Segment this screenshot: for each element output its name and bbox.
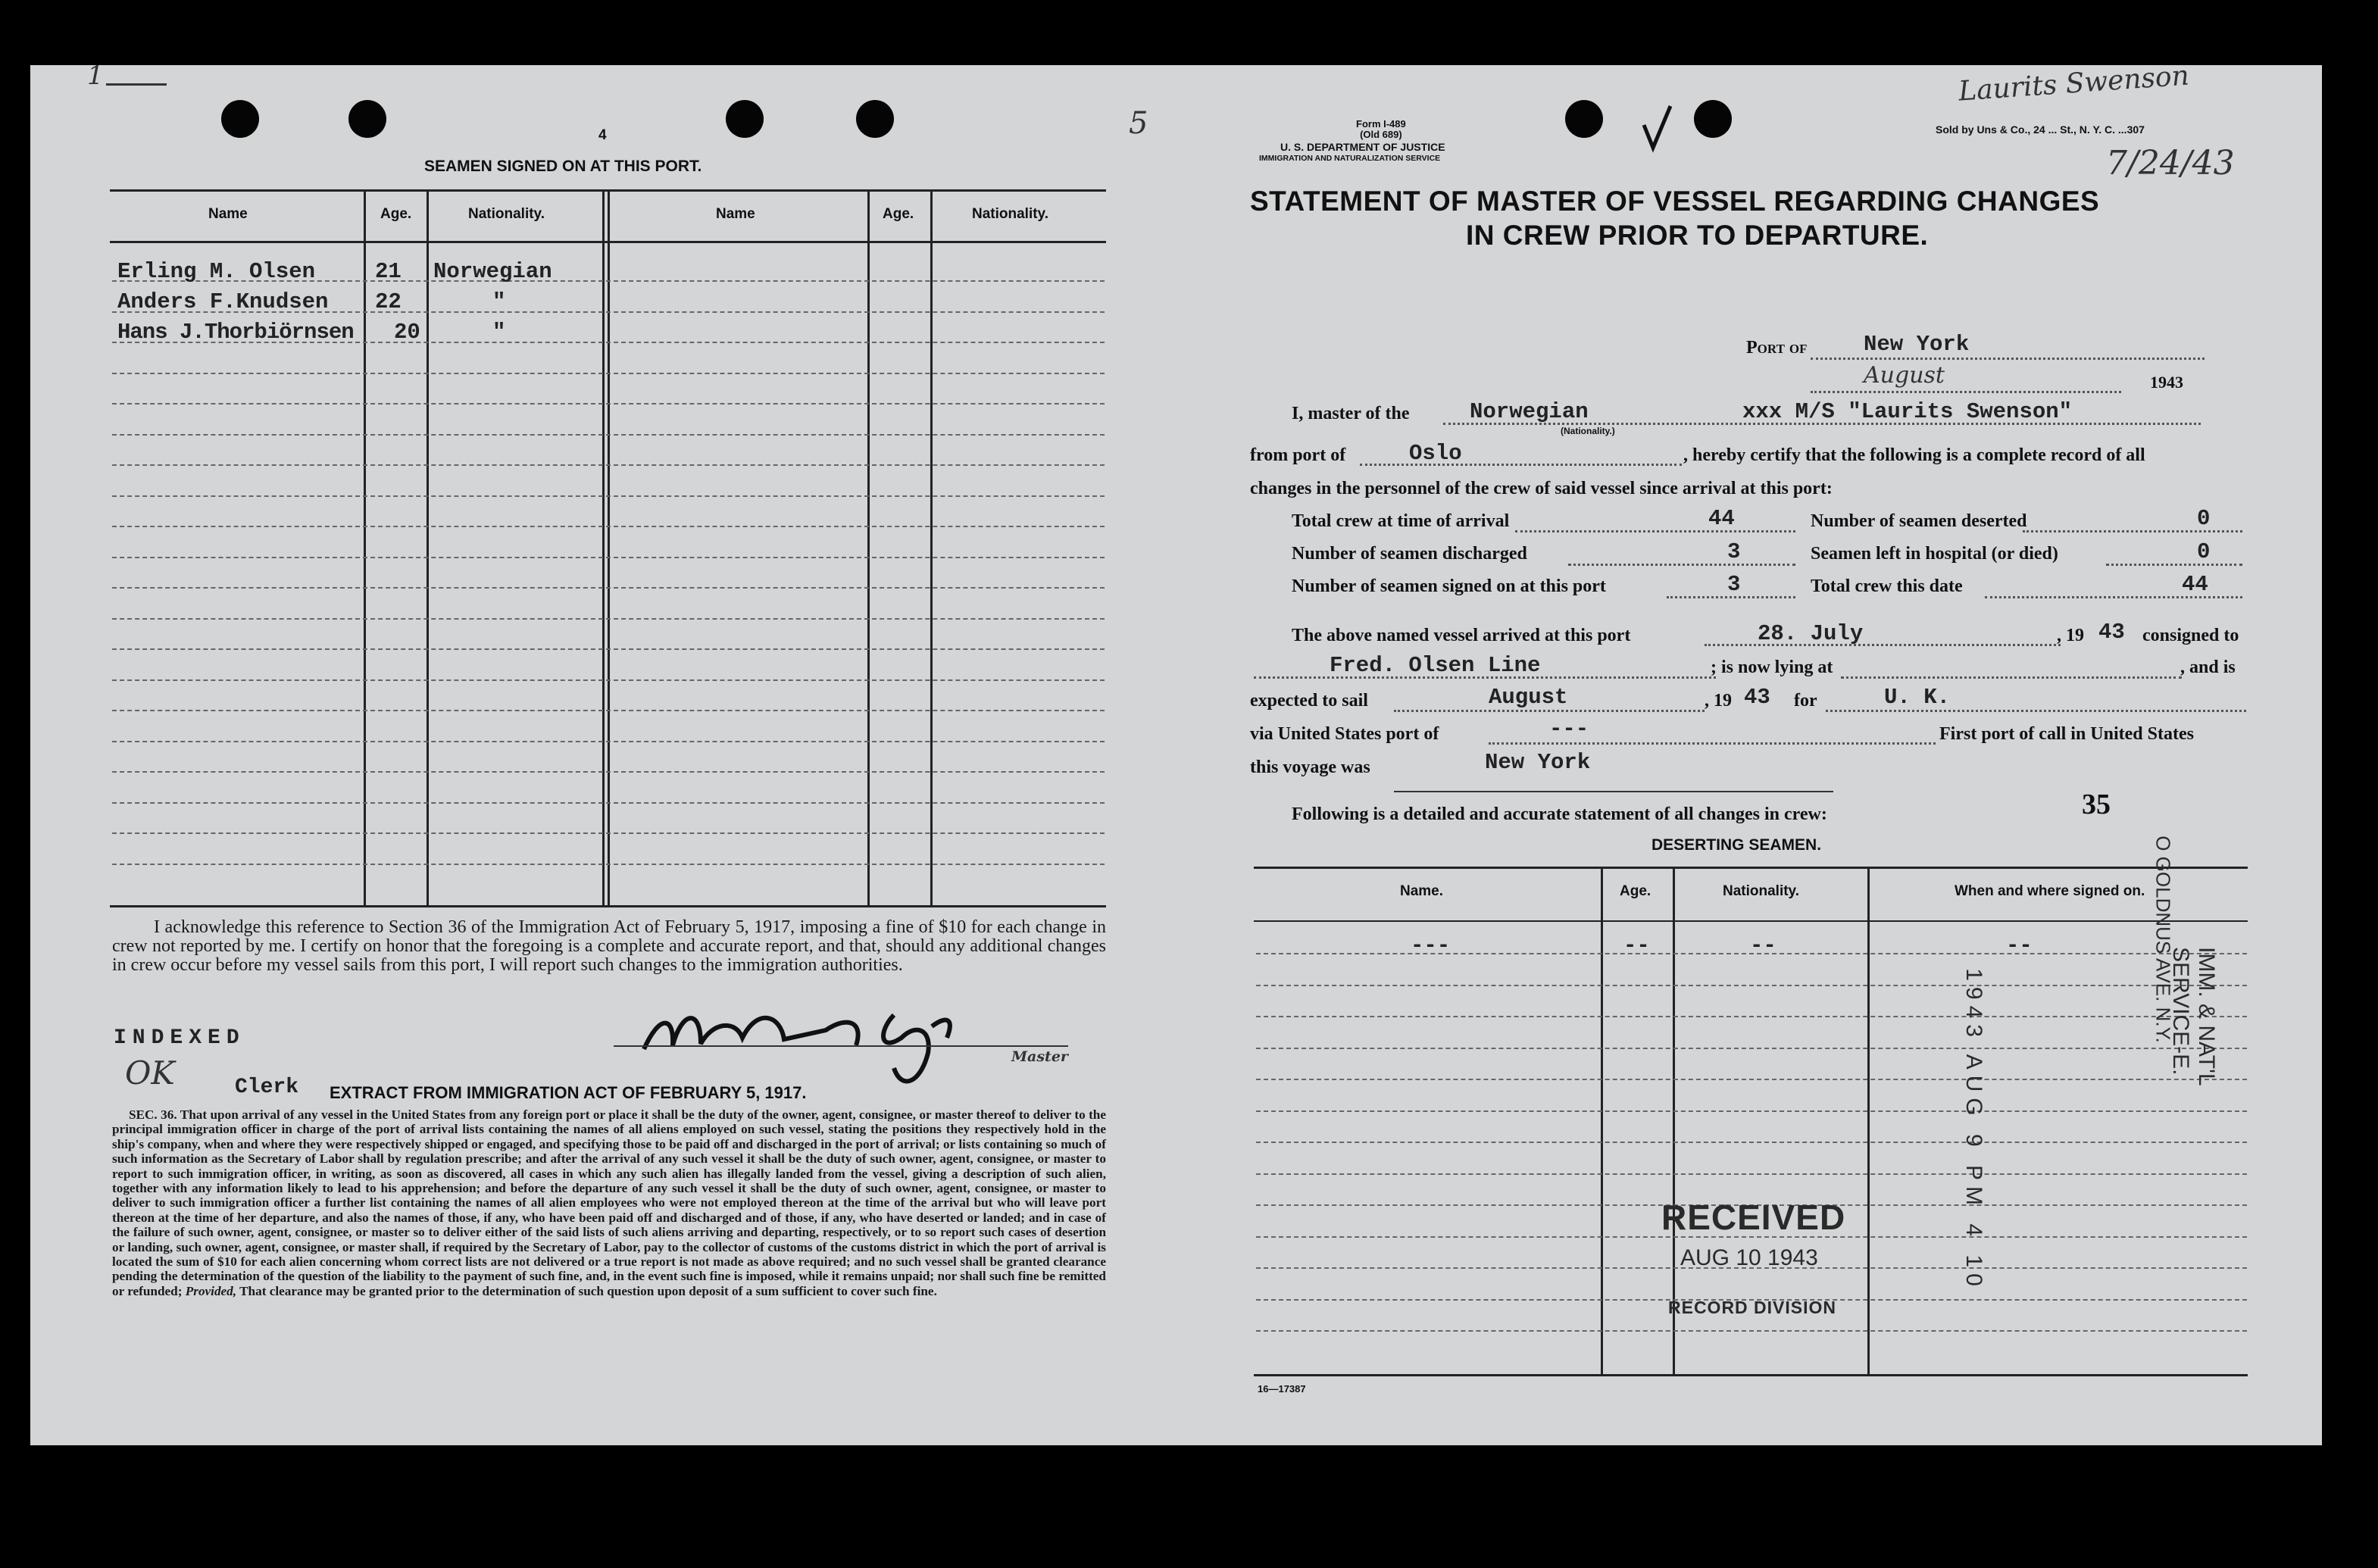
vessel-name: xxx M/S "Laurits Swenson" (1742, 399, 2073, 424)
voyage-value: New York (1485, 750, 1591, 775)
row-line (1256, 1016, 2247, 1017)
nationality-caption: (Nationality.) (1561, 426, 1615, 436)
expected-line (1394, 710, 1705, 712)
master-caption: Master (1011, 1048, 1068, 1065)
vertical-address-stamp: O GOLDNUS AVE. N.Y. (2151, 836, 2175, 1043)
row-line (1256, 1110, 2247, 1112)
cell-value: -- (1623, 933, 1650, 958)
extract-title: EXTRACT FROM IMMIGRATION ACT OF FEBRUARY 5, 1917. (330, 1083, 807, 1102)
expected-label: expected to sail (1250, 691, 1368, 711)
stat-label: Number of seamen deserted (1811, 511, 2027, 531)
expected-value: August (1489, 685, 1568, 710)
clerk-label: Clerk (235, 1076, 299, 1099)
column-divider (427, 189, 429, 905)
stat-value: 0 (2197, 506, 2211, 531)
form-number: Form I-489 (1356, 118, 1406, 130)
service-name: IMMIGRATION AND NATURALIZATION SERVICE (1259, 154, 1441, 163)
stat-label: Number of seamen discharged (1292, 544, 1527, 564)
punch-hole (1565, 100, 1603, 138)
cell-value: -- (1750, 933, 1776, 958)
seaman-age: 20 (394, 320, 420, 345)
form-header (1356, 119, 1406, 140)
via-label: via United States port of (1250, 724, 1439, 744)
form-old-number: (Old 689) (1360, 129, 1402, 140)
date-stamp-handwritten: 7/24/43 (2106, 144, 2235, 183)
stat-value: 0 (2197, 539, 2211, 564)
row-line (112, 403, 1105, 404)
via-line (1489, 742, 1936, 745)
row-line (112, 832, 1105, 834)
lying-label: ; is now lying at (1711, 657, 1833, 677)
stat-label: Number of seamen signed on at this port (1292, 576, 1606, 596)
stat-label: Total crew this date (1811, 576, 1963, 596)
punch-hole (221, 100, 259, 138)
count-mark: 35 (2082, 789, 2111, 820)
following-text: Following is a detailed and accurate statement of all changes in crew: (1292, 804, 1827, 824)
deserting-header-rule (1254, 920, 2248, 922)
row-line (1256, 1048, 2247, 1049)
expected-year: 43 (1744, 685, 1770, 710)
corner-mark: 1 (87, 61, 104, 91)
for-line (1826, 710, 2246, 712)
seaman-age: 21 (375, 259, 402, 284)
punch-hole (856, 100, 894, 138)
cell-value: -- (2006, 933, 2033, 958)
corner-stroke (106, 83, 167, 86)
top-signature: Laurits Swenson (1957, 60, 2191, 108)
footer-code: 16—17387 (1258, 1383, 1306, 1395)
row-line (1256, 1330, 2247, 1332)
column-divider (608, 189, 610, 905)
via-value: --- (1549, 717, 1589, 742)
column-header-name: Name. (1400, 883, 1444, 899)
received-stamp: RECEIVED (1661, 1198, 1846, 1237)
row-line (112, 864, 1105, 865)
from-port-label: from port of (1250, 445, 1346, 465)
column-header-name: Name (716, 206, 755, 222)
column-header-nationality: Nationality. (972, 206, 1048, 222)
from-port-line (1360, 464, 1682, 466)
punch-hole (726, 100, 764, 138)
row-line (112, 464, 1105, 466)
row-line (112, 587, 1105, 589)
stat-value: 44 (2182, 572, 2208, 597)
cell-value: --- (1411, 933, 1451, 958)
certify-text: , hereby certify that the following is a complete record of all (1683, 445, 2145, 465)
column-divider (1867, 867, 1870, 1374)
arrived-year: 43 (2098, 620, 2125, 645)
row-line (112, 434, 1105, 436)
stat-label: Total crew at time of arrival (1292, 511, 1510, 531)
row-line (1256, 1079, 2247, 1080)
stat-label: Seamen left in hospital (or died) (1811, 544, 2058, 564)
row-line (112, 373, 1105, 374)
record-division-stamp: RECORD DIVISION (1668, 1298, 1837, 1317)
center-mark: 5 (1129, 106, 1148, 141)
row-line (112, 710, 1105, 711)
arrived-year-prefix: , 19 (2057, 626, 2084, 645)
acknowledgement-text: I acknowledge this reference to Section 36 of the Immigration Act of February 5, 1917, imposing a fine of $10 for each change in crew not reported by me. I certify on honor that the foregoing is a complete and accurate report, and that, should any additional changes in crew occur before my vessel sails from this port, I will report such changes to the immigration authorities. (112, 917, 1106, 975)
port-of-value: New York (1864, 332, 1970, 357)
column-divider (867, 189, 870, 905)
nationality-value: Norwegian (1470, 399, 1589, 424)
column-divider (364, 189, 366, 905)
column-header-signed-on: When and where signed on. (1955, 883, 2145, 899)
stat-line (1568, 564, 1795, 566)
deserting-top-rule (1254, 867, 2248, 869)
column-divider (1601, 867, 1603, 1374)
voyage-label: this voyage was (1250, 757, 1370, 777)
port-of-label: Port of (1746, 338, 1808, 358)
page-number: 4 (598, 127, 607, 143)
stat-value: 44 (1708, 506, 1735, 531)
expected-year-prefix: , 19 (1705, 691, 1732, 711)
lying-line (1841, 676, 2182, 679)
stat-value: 3 (1727, 539, 1741, 564)
stat-line (1515, 530, 1795, 533)
column-header-nationality: Nationality. (1723, 883, 1799, 899)
from-port-value: Oslo (1409, 441, 1462, 466)
row-line (1256, 1142, 2247, 1143)
date-year: 1943 (2150, 373, 2183, 392)
row-line (1256, 1173, 2247, 1175)
vertical-date-stamp: 1943 AUG 9 PM 4 10 (1961, 968, 1986, 1292)
arrived-value: 28. July (1758, 621, 1864, 646)
indexed-stamp: INDEXED (114, 1026, 245, 1050)
for-value: U. K. (1884, 685, 1951, 710)
for-label: for (1794, 691, 1817, 711)
signature-line (614, 1045, 1068, 1047)
consignee-value: Fred. Olsen Line (1330, 653, 1541, 678)
seaman-name: Erling M. Olsen (117, 259, 316, 284)
stat-value: 3 (1727, 572, 1741, 597)
row-line (112, 741, 1105, 742)
column-header-age: Age. (380, 206, 412, 222)
consigned-label: consigned to (2142, 626, 2239, 645)
master-signature (629, 985, 1023, 1098)
column-divider (602, 189, 605, 905)
deserting-bottom-rule (1254, 1374, 2248, 1376)
voyage-line (1394, 791, 1833, 792)
vertical-service-stamp: IMM. & NAT'L SERVICE-E. (2168, 947, 2219, 1085)
punch-hole (348, 100, 386, 138)
seaman-nationality: " (492, 320, 506, 345)
row-line (112, 648, 1105, 650)
deserting-title: DESERTING SEAMEN. (1651, 836, 1822, 854)
row-line (1256, 985, 2247, 986)
date-line (1811, 391, 2121, 393)
department-name: U. S. DEPARTMENT OF JUSTICE (1280, 141, 1445, 153)
seaman-age: 22 (375, 289, 402, 314)
table-title: SEAMEN SIGNED ON AT THIS PORT. (424, 158, 702, 175)
seaman-name: Anders F.Knudsen (117, 289, 329, 314)
seaman-nationality: Norwegian (433, 259, 552, 284)
changes-text: changes in the personnel of the crew of said vessel since arrival at this port: (1250, 479, 1833, 498)
row-line (112, 771, 1105, 773)
section-36-text: SEC. 36. That upon arrival of any vessel in the United States from any foreign port or place it shall be the duty of the owner, agent, consignee, or master thereof to deliver to the principal immigration officer in charge of the port of arrival lists containing the names of all aliens employed on such vessel, stating the positions they respectively hold in the ship's company, when and where they were respectively shipped or engaged, and specifying those to be paid off and discharged in the port of arrival; or lists containing so much of such information as the Secretary of Labor shall by regulation prescribe; and after the arrival of any such vessel it shall be the duty of such owner, agent, consignee, or master to report to such immigration officer, in writing, as soon as discovered, all cases in which any such alien has illegally landed from the vessel, giving a description of such alien, together with any information likely to lead to his apprehension; and before the departure of any such vessel it shall be the duty of such owner, agent, consignee, or master to deliver to such immigration officer a further list containing the names of all alien employees who were not employed thereon at the time of the arrival but who will leave port thereon at the time of her departure, and also the names of those, if any, who have been paid off and discharged and of those, if any, who have deserted or landed; and in case of the failure of such owner, agent, consignee, or master so to deliver either of the said lists of such aliens arriving and departing, respectively, or to so report such cases of desertion or landing, such owner, agent, consignee, or master shall, if required by the Secretary of Labor, pay to the collector of customs of the customs district in which the port of arrival is located the sum of $10 for each alien concerning whom correct lists are not delivered or a true report is not made as above required; and no such vessel shall be granted clearance pending the determination of the question of the liability to the payment of such fine, and, in the event such fine is imposed, while it remains unpaid; nor shall such fine be remitted or refunded; Provided, That clearance may be granted prior to the determination of such question upon deposit of a sum sufficient to cover such fine. (112, 1107, 1106, 1298)
row-line (112, 679, 1105, 681)
row-line (112, 802, 1105, 804)
column-header-name: Name (208, 206, 248, 222)
port-of-line (1811, 358, 2205, 360)
row-line (112, 526, 1105, 527)
seller-imprint: Sold by Uns & Co., 24 ... St., N. Y. C. ...307 (1936, 123, 2145, 136)
check-mark (1636, 102, 1697, 155)
first-port-label: First port of call in United States (1939, 724, 2194, 744)
received-date-stamp: AUG 10 1943 (1680, 1245, 1818, 1270)
table-bottom-rule (110, 905, 1106, 907)
master-of-label: I, master of the (1292, 404, 1410, 423)
column-header-nationality: Nationality. (468, 206, 545, 222)
form-title-line1: STATEMENT OF MASTER OF VESSEL REGARDING CHANGES (1250, 186, 2100, 217)
seaman-nationality: " (492, 289, 506, 314)
arrived-label: The above named vessel arrived at this port (1292, 626, 1631, 645)
row-line (112, 618, 1105, 620)
punch-hole (1694, 100, 1732, 138)
form-title-line2: IN CREW PRIOR TO DEPARTURE. (1466, 220, 1929, 251)
column-header-age: Age. (1620, 883, 1651, 899)
column-divider (930, 189, 933, 905)
row-line (112, 495, 1105, 497)
and-is-label: , and is (2180, 657, 2236, 677)
clerk-initials: OK (125, 1054, 175, 1092)
stat-line (2106, 564, 2242, 566)
seaman-name: Hans J.Thorbiörnsen (117, 320, 354, 345)
column-header-age: Age. (883, 206, 914, 222)
row-line (112, 557, 1105, 558)
date-month: August (1864, 362, 1945, 389)
